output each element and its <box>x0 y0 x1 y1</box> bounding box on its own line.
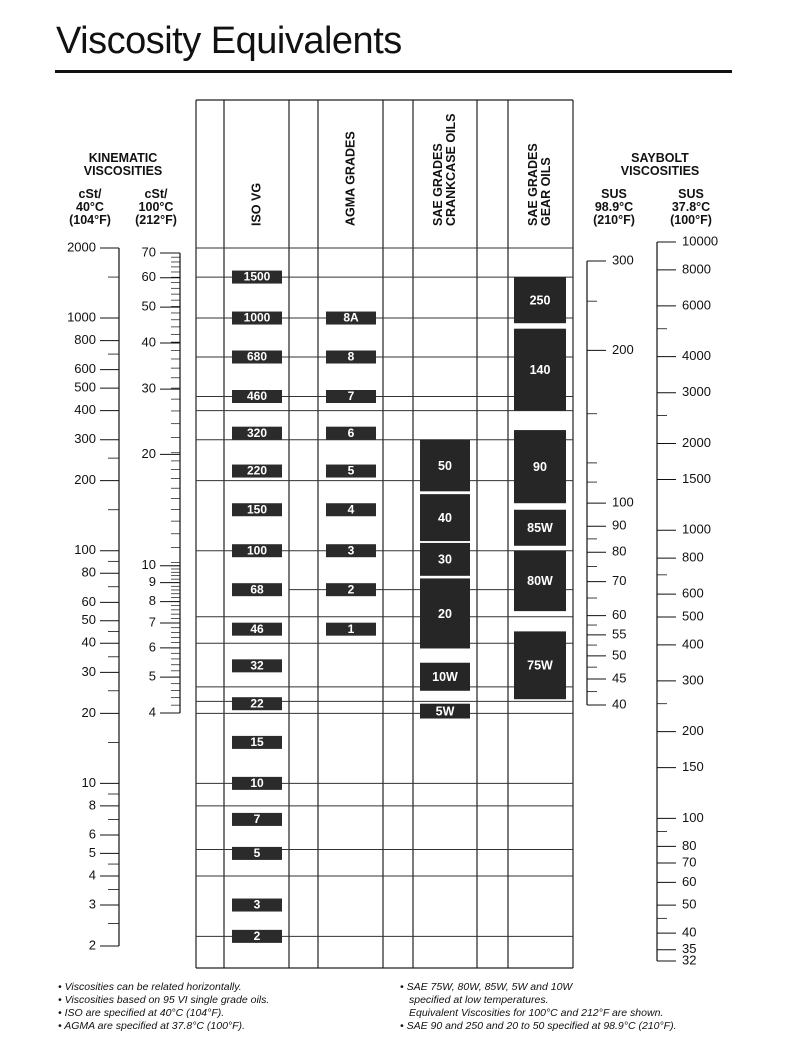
saybolt-37-8c-tick-label: 6000 <box>682 297 711 313</box>
sae-crankcase-grade-label: 10W <box>432 670 458 685</box>
kinematic-100c-tick-label: 9 <box>148 574 156 590</box>
note-right-4: • SAE 90 and 250 and 20 to 50 specified at 98.9°C (210°F). <box>400 1020 677 1032</box>
agma-grade-label: 8 <box>347 349 355 364</box>
kinematic-viscosities-header: KINEMATIC VISCOSITIES <box>83 151 163 178</box>
kinematic-40c-tick-label: 300 <box>74 431 96 447</box>
note-left-2: • Viscosities based on 95 VI single grade oils. <box>58 994 270 1006</box>
saybolt-37-8c-tick-label: 800 <box>682 549 704 565</box>
kinematic-40c-tick-label: 500 <box>74 379 96 395</box>
sae-crankcase-column-header: SAE GRADES <box>430 143 445 226</box>
sae-gear-column-header: GEAR OILS <box>538 157 553 226</box>
note-right-1: • SAE 75W, 80W, 85W, 5W and 10W <box>400 981 573 993</box>
iso-vg-grade-label: 2 <box>253 929 261 944</box>
saybolt-37-8c-tick-label: 2000 <box>682 434 711 450</box>
saybolt-98-9c-tick-label: 200 <box>612 341 634 357</box>
saybolt-37-8c-tick-label: 4000 <box>682 348 711 364</box>
saybolt-98-9c-tick-label: 55 <box>612 626 627 642</box>
iso-vg-grade-label: 3 <box>253 897 261 912</box>
kinematic-100c-tick-label: 7 <box>148 614 156 630</box>
agma-grade-label: 7 <box>347 389 355 404</box>
saybolt-37-8c-tick-label: 600 <box>682 585 704 601</box>
iso-vg-grade-label: 150 <box>246 502 268 517</box>
kinematic-100c-tick-label: 8 <box>148 593 156 609</box>
kinematic-40c-tick-label: 8 <box>88 797 96 813</box>
saybolt-98-9c-tick-label: 100 <box>612 494 634 510</box>
sae-gear-grade-label: 140 <box>529 362 551 377</box>
saybolt-37-8c-tick-label: 1000 <box>682 521 711 537</box>
kinematic-100c-tick-label: 40 <box>141 334 156 350</box>
iso-vg-grade-label: 10 <box>250 776 264 791</box>
iso-vg-grade-label: 68 <box>250 582 264 597</box>
saybolt-37-8c-tick-label: 50 <box>682 896 697 912</box>
saybolt-98-9c-header: SUS 98.9°C (210°F) <box>593 187 635 227</box>
kinematic-40c-tick-label: 50 <box>81 612 96 628</box>
iso-vg-grade-label: 460 <box>246 389 268 404</box>
saybolt-37-8c-tick-label: 400 <box>682 636 704 652</box>
note-right-3: Equivalent Viscosities for 100°C and 212°F are shown. <box>409 1007 664 1019</box>
kinematic-100c-tick-label: 60 <box>141 269 156 285</box>
kinematic-40c-header: cSt/ 40°C (104°F) <box>69 187 111 227</box>
sae-crankcase-grade-label: 20 <box>438 606 452 621</box>
kinematic-40c-tick-label: 400 <box>74 402 96 418</box>
saybolt-98-9c-tick-label: 50 <box>612 647 627 663</box>
iso-vg-grade-label: 680 <box>246 349 268 364</box>
kinematic-100c-tick-label: 50 <box>141 298 156 314</box>
sae-gear-grade-label: 75W <box>527 658 553 673</box>
saybolt-37-8c-tick-label: 60 <box>682 873 697 889</box>
saybolt-37-8c-tick-label: 300 <box>682 672 704 688</box>
iso-vg-grade-label: 320 <box>246 425 268 440</box>
sae-gear-column-header: SAE GRADES <box>525 143 540 226</box>
iso-vg-grade-label: 5 <box>253 846 261 861</box>
note-right-2: specified at low temperatures. <box>409 994 549 1006</box>
saybolt-98-9c-tick-label: 60 <box>612 607 627 623</box>
iso-vg-grade-label: 100 <box>246 543 268 558</box>
iso-vg-grade-label: 220 <box>246 463 268 478</box>
notes-left <box>58 981 269 1033</box>
kinematic-40c-tick-label: 3 <box>88 896 96 912</box>
kinematic-100c-tick-label: 30 <box>141 380 156 396</box>
notes-right <box>400 981 677 1033</box>
sae-gear-grade-label: 80W <box>527 574 553 589</box>
kinematic-40c-tick-label: 20 <box>81 704 96 720</box>
saybolt-37-8c-tick-label: 3000 <box>682 384 711 400</box>
kinematic-40c-tick-label: 5 <box>88 844 96 860</box>
saybolt-98-9c-tick-label: 80 <box>612 543 627 559</box>
saybolt-98-9c-tick-label: 70 <box>612 573 627 589</box>
kinematic-40c-tick-label: 10 <box>81 774 96 790</box>
agma-grade-label: 5 <box>347 463 355 478</box>
saybolt-37-8c-tick-label: 35 <box>682 941 697 957</box>
kinematic-40c-tick-label: 2 <box>88 937 96 953</box>
iso-vg-column-header: ISO VG <box>249 182 264 226</box>
iso-vg-grade-label: 46 <box>250 621 264 636</box>
kinematic-40c-tick-label: 60 <box>81 593 96 609</box>
kinematic-40c-tick-label: 6 <box>88 826 96 842</box>
saybolt-37-8c-tick-label: 80 <box>682 837 697 853</box>
kinematic-100c-tick-label: 5 <box>148 668 156 684</box>
saybolt-37-8c-tick-label: 70 <box>682 854 697 870</box>
note-left-4: • AGMA are specified at 37.8°C (100°F). <box>58 1020 245 1032</box>
kinematic-100c-tick-label: 20 <box>141 445 156 461</box>
saybolt-37-8c-tick-label: 100 <box>682 809 704 825</box>
kinematic-100c-tick-label: 10 <box>141 557 156 573</box>
sae-crankcase-grade-label: 5W <box>435 704 455 719</box>
agma-grade-label: 1 <box>347 621 355 636</box>
agma-grades-column-header: AGMA GRADES <box>343 131 358 226</box>
agma-grade-label: 4 <box>347 502 355 517</box>
saybolt-37-8c-tick-label: 1500 <box>682 470 711 486</box>
saybolt-98-9c-tick-label: 300 <box>612 252 634 268</box>
kinematic-40c-tick-label: 2000 <box>67 239 96 255</box>
kinematic-40c-tick-label: 100 <box>74 542 96 558</box>
iso-vg-grade-label: 1500 <box>243 269 271 284</box>
iso-vg-grade-label: 1000 <box>243 310 271 325</box>
saybolt-37-8c-tick-label: 500 <box>682 608 704 624</box>
agma-grade-label: 3 <box>347 543 355 558</box>
kinematic-100c-header: cSt/ 100°C (212°F) <box>135 187 177 227</box>
agma-grade-label: 6 <box>347 425 355 440</box>
saybolt-37-8c-tick-label: 200 <box>682 723 704 739</box>
kinematic-40c-tick-label: 30 <box>81 663 96 679</box>
saybolt-98-9c-tick-label: 40 <box>612 696 627 712</box>
sae-crankcase-grade-label: 30 <box>438 552 452 567</box>
kinematic-40c-tick-label: 800 <box>74 332 96 348</box>
kinematic-40c-tick-label: 200 <box>74 472 96 488</box>
kinematic-40c-tick-label: 40 <box>81 634 96 650</box>
sae-gear-grade-label: 250 <box>529 293 551 308</box>
saybolt-98-9c-tick-label: 90 <box>612 517 627 533</box>
kinematic-40c-tick-label: 4 <box>88 867 96 883</box>
kinematic-100c-tick-label: 4 <box>148 704 156 720</box>
sae-gear-grade-label: 85W <box>527 521 553 536</box>
saybolt-98-9c-tick-label: 45 <box>612 670 627 686</box>
saybolt-37-8c-tick-label: 8000 <box>682 261 711 277</box>
kinematic-100c-tick-label: 6 <box>148 639 156 655</box>
sae-crankcase-grade-label: 40 <box>438 510 452 525</box>
agma-grade-label: 2 <box>347 582 355 597</box>
sae-gear-grade-label: 90 <box>533 459 547 474</box>
page-title: Viscosity Equivalents <box>56 20 402 62</box>
saybolt-37-8c-tick-label: 150 <box>682 759 704 775</box>
agma-grade-label: 8A <box>343 310 359 325</box>
iso-vg-grade-label: 7 <box>253 812 261 827</box>
saybolt-37-8c-header: SUS 37.8°C (100°F) <box>670 187 712 227</box>
saybolt-37-8c-tick-label: 40 <box>682 924 697 940</box>
kinematic-40c-tick-label: 1000 <box>67 309 96 325</box>
saybolt-37-8c-tick-label: 32 <box>682 952 697 968</box>
saybolt-37-8c-tick-label: 10000 <box>682 233 719 249</box>
sae-crankcase-column-header: CRANKCASE OILS <box>443 113 458 226</box>
iso-vg-grade-label: 32 <box>250 658 264 673</box>
iso-vg-grade-label: 22 <box>250 696 264 711</box>
kinematic-40c-tick-label: 80 <box>81 564 96 580</box>
note-left-3: • ISO are specified at 40°C (104°F). <box>58 1007 225 1019</box>
kinematic-100c-tick-label: 70 <box>141 244 156 260</box>
sae-crankcase-grade-label: 50 <box>438 458 452 473</box>
saybolt-viscosities-header: SAYBOLT VISCOSITIES <box>620 151 700 178</box>
iso-vg-grade-label: 15 <box>250 735 264 750</box>
note-left-1: • Viscosities can be related horizontally. <box>58 981 242 993</box>
kinematic-40c-tick-label: 600 <box>74 361 96 377</box>
